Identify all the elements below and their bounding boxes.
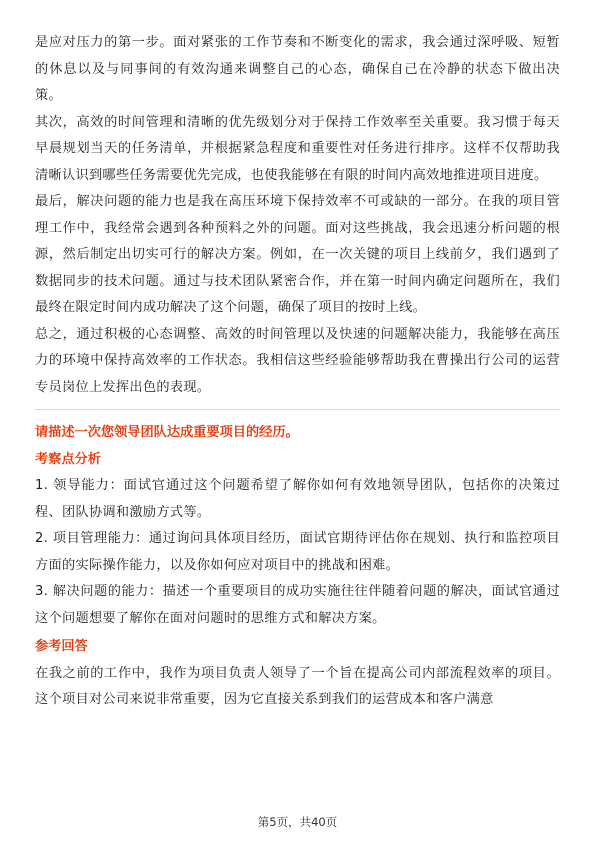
answer-heading: 参考回答: [35, 639, 88, 654]
analysis-heading: 考察点分析: [35, 451, 101, 467]
document-page: [35, 30, 560, 714]
body-paragraph: 最后，解决问题的能力也是我在高压环境下保持效率不可或缺的一部分。在我的项目管理工作中，我经常会遇到各种预料之外的问题。面对这些挑战，我会迅速分析问题的根源，然后制定出切实可行的解决方案。例如，在一次关键的项目上线前夕，我们遇到了数据同步的技术问题。通过与技术团队紧密合作，并在第一时间内确定问题所在，我们最终在限定时间内成功解决了这个问题，确保了项目的按时上线。: [35, 194, 560, 315]
page-number: 第5页，共40页: [257, 815, 338, 829]
analysis-item: 1. 领导能力：面试官通过这个问题希望了解你如何有效地领导团队，包括你的决策过程、团队协调和激励方式等。: [35, 478, 560, 520]
question-title: 请描述一次您领导团队达成重要项目的经历。: [35, 425, 299, 440]
analysis-item: 2. 项目管理能力：通过询问具体项目经历，面试官期待评估你在规划、执行和监控项目方面的实际操作能力，以及你如何应对项目中的挑战和困难。: [35, 531, 560, 573]
body-paragraph: 是应对压力的第一步。面对紧张的工作节奏和不断变化的需求，我会通过深呼吸、短暂的休息以及与同事间的有效沟通来调整自己的心态，确保自己在冷静的状态下做出决策。: [35, 35, 560, 103]
analysis-item: 3. 解决问题的能力：描述一个重要项目的成功实施往往伴随着问题的解决，面试官通过这个问题想要了解你在面对问题时的思维方式和解决方案。: [35, 584, 560, 626]
body-paragraph: 其次，高效的时间管理和清晰的优先级划分对于保持工作效率至关重要。我习惯于每天早晨规划当天的任务清单，并根据紧急程度和重要性对任务进行排序。这样不仅帮助我清晰认识到哪些任务需要优先完成，也使我能够在有限的时间内高效地推进项目进度。: [35, 114, 560, 183]
section-divider: [35, 409, 560, 410]
answer-paragraph: 在我之前的工作中，我作为项目负责人领导了一个旨在提高公司内部流程效率的项目。这个项目对公司来说非常重要，因为它直接关系到我们的运营成本和客户满意: [35, 665, 560, 707]
body-paragraph: 总之，通过积极的心态调整、高效的时间管理以及快速的问题解决能力，我能够在高压力的环境中保持高效率的工作状态。我相信这些经验能够帮助我在曹操出行公司的运营专员岗位上发挥出色的表现。: [35, 326, 560, 395]
